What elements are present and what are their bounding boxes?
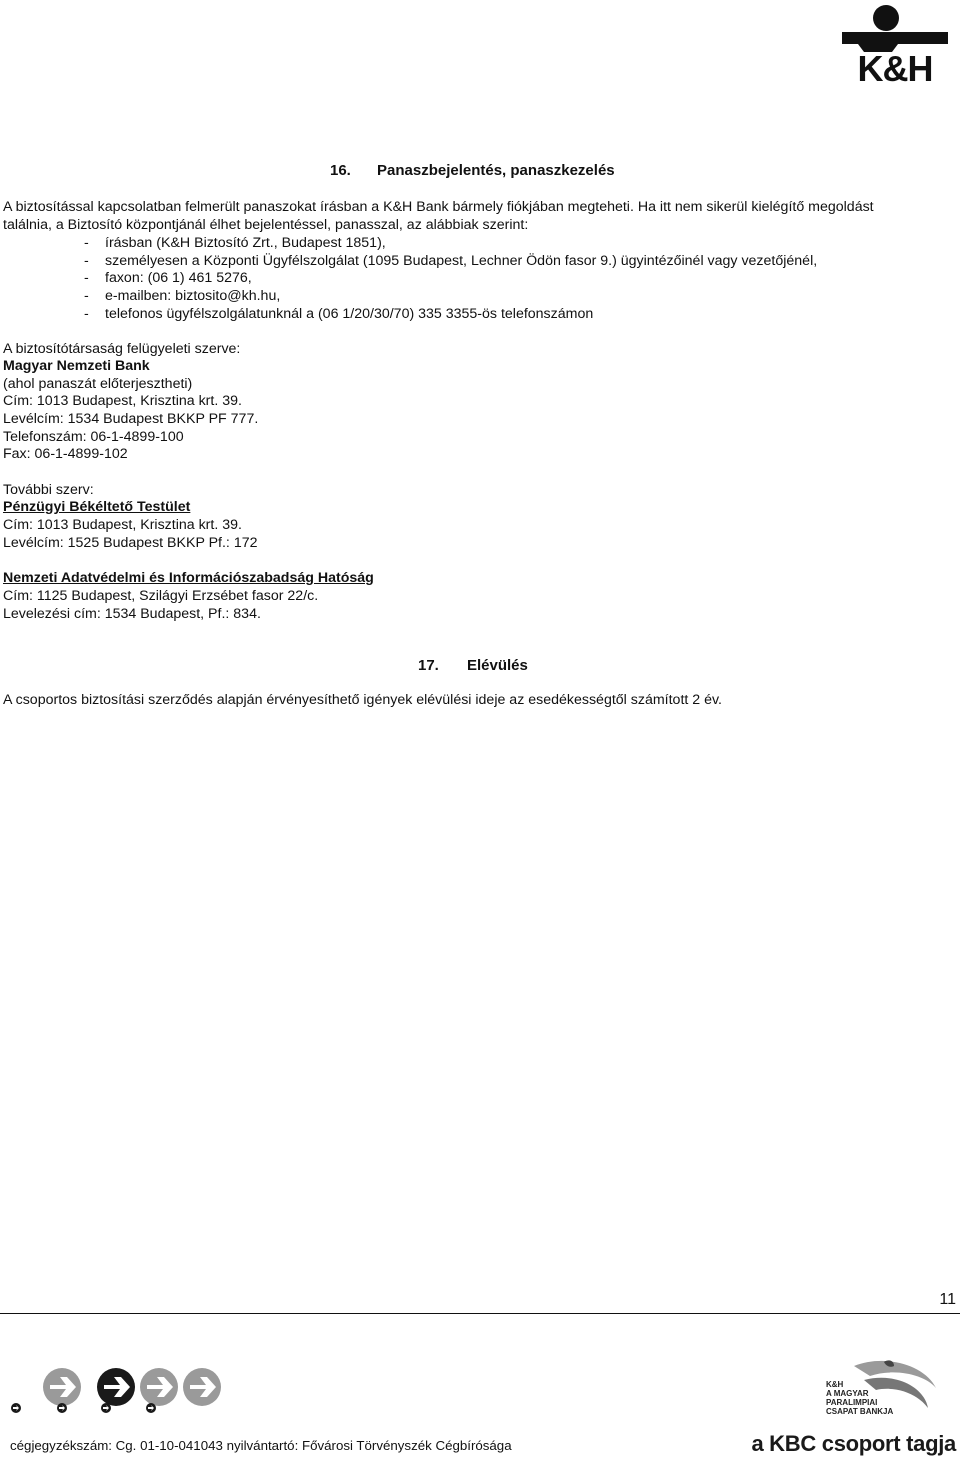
list-item-text: faxon: (06 1) 461 5276,: [105, 270, 252, 286]
section-16-title: Panaszbejelentés, panaszkezelés: [377, 162, 615, 179]
section-17-title: Elévülés: [467, 657, 528, 674]
bullet: -: [84, 270, 89, 286]
small-arrow-icon: [11, 1403, 156, 1413]
list-item: [84, 253, 817, 269]
bullet: -: [84, 235, 89, 251]
other-body-address: Cím: 1013 Budapest, Krisztina krt. 39.: [3, 517, 242, 533]
section-17-text: A csoportos biztosítási szerződés alapján érvényesíthető igények elévülési ideje az esedékességtől számított 2 év.: [3, 692, 722, 708]
arrow-gray-2-icon: [140, 1368, 178, 1406]
paralympic-line: PARALIMPIAI: [826, 1398, 878, 1407]
supervisor-name: Magyar Nemzeti Bank: [3, 358, 150, 374]
supervisor-phone: Telefonszám: 06-1-4899-100: [3, 429, 184, 445]
company-registry-text: cégjegyzékszám: Cg. 01-10-041043 nyilvántartó: Fővárosi Törvényszék Cégbírósága: [10, 1438, 512, 1453]
kh-logo-text: K&H: [857, 48, 933, 89]
kh-logo: [840, 2, 950, 88]
supervisor-address: Cím: 1013 Budapest, Krisztina krt. 39.: [3, 393, 242, 409]
bullet: -: [84, 288, 89, 304]
data-authority-mail: Levelezési cím: 1534 Budapest, Pf.: 834.: [3, 606, 261, 622]
list-item: [84, 270, 252, 286]
supervisor-mail: Levélcím: 1534 Budapest BKKP PF 777.: [3, 411, 259, 427]
other-body-label: További szerv:: [3, 482, 94, 498]
paralympic-line: A MAGYAR: [826, 1389, 869, 1398]
data-authority-address: Cím: 1125 Budapest, Szilágyi Erzsébet fasor 22/c.: [3, 588, 319, 604]
other-body-name: Pénzügyi Békéltető Testület: [3, 499, 191, 515]
section-16-intro-line1: A biztosítással kapcsolatban felmerült panaszokat írásban a K&H Bank bármely fiókjában megteheti. Ha itt nem sikerül kielégítő megoldást: [3, 199, 874, 215]
list-item: [84, 288, 280, 304]
bullet: -: [84, 253, 89, 269]
arrow-icons-group: [8, 1362, 223, 1422]
list-item-text: személyesen a Központi Ügyfélszolgálat (1095 Budapest, Lechner Ödön fasor 9.) ügyintézőinél vagy vezetőjénél,: [105, 253, 818, 269]
arrow-gray-3-icon: [183, 1368, 221, 1406]
kbc-tagline: a KBC csoport tagja: [751, 1431, 956, 1456]
footer-divider: [0, 1313, 960, 1314]
list-item-text: írásban (K&H Biztosító Zrt., Budapest 1851),: [105, 235, 386, 251]
section-17-number: 17.: [418, 657, 439, 674]
arrow-black-icon: [97, 1368, 135, 1406]
supervisor-note: (ahol panaszát előterjesztheti): [3, 376, 193, 392]
data-authority-name: Nemzeti Adatvédelmi és Információszabadság Hatóság: [3, 570, 374, 586]
other-body-mail: Levélcím: 1525 Budapest BKKP Pf.: 172: [3, 535, 258, 551]
section-16-intro-line2: találnia, a Biztosító központjánál élhet bejelentéssel, panasszal, az alábbiak szerint:: [3, 217, 529, 233]
supervisor-fax: Fax: 06-1-4899-102: [3, 446, 128, 462]
page-number: 11: [939, 1291, 956, 1308]
paralympic-line: K&H: [826, 1380, 844, 1389]
arrow-gray-1-icon: [43, 1368, 81, 1406]
paralympic-logo-text: [826, 1380, 893, 1416]
bullet: -: [84, 306, 89, 322]
list-item-text[interactable]: e-mailben: biztosito@kh.hu,: [105, 288, 281, 304]
paralympic-logo: [824, 1356, 944, 1426]
paralympic-line: CSAPAT BANKJA: [826, 1407, 894, 1416]
supervisor-label: A biztosítótársaság felügyeleti szerve:: [3, 341, 241, 357]
list-item-text: telefonos ügyfélszolgálatunknál a (06 1/20/30/70) 335 3355-ös telefonszámon: [105, 306, 594, 322]
list-item: [84, 306, 593, 322]
section-16-number: 16.: [330, 162, 351, 179]
list-item: [84, 235, 386, 251]
